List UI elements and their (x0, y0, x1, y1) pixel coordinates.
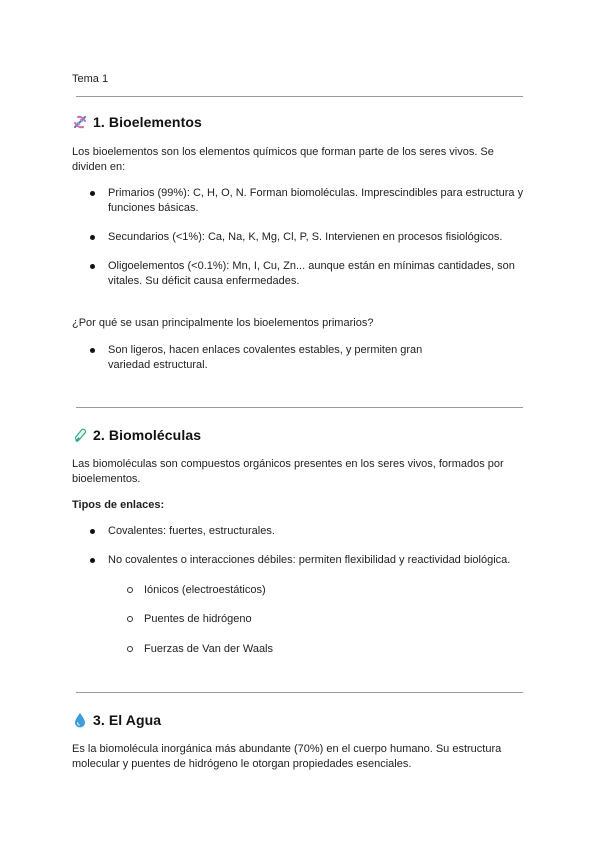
test-tube-icon (72, 427, 88, 443)
list-item: Secundarios (<1%): Ca, Na, K, Mg, Cl, P, S. Intervienen en procesos fisiológicos. (90, 230, 530, 245)
sub-list-item: Fuerzas de Van der Waals (127, 642, 507, 657)
document-header: Tema 1 (72, 73, 109, 85)
section-heading-text: 3. El Agua (93, 711, 162, 728)
bullet-dot (90, 348, 95, 353)
divider (76, 96, 523, 97)
section-intro: Es la biomolécula inorgánica más abundante (70%) en el cuerpo humano. Su estructura molecular y puentes de hidrógeno le otorgan propiedades esenciales. (72, 743, 502, 770)
droplet-icon (72, 712, 88, 728)
list-item: Covalentes: fuertes, estructurales. (90, 524, 530, 539)
section-heading-biomoleculas (72, 427, 201, 443)
subheading: Tipos de enlaces: (72, 499, 165, 511)
bullet-dot (90, 191, 95, 196)
sub-bullet-circle (127, 587, 133, 593)
dna-icon (72, 114, 88, 130)
section-heading-text: 2. Biomoléculas (93, 426, 202, 443)
bullet-dot (90, 264, 95, 269)
section-heading-bioelementos (72, 114, 202, 130)
section-heading-agua (72, 712, 161, 728)
list-item: No covalentes o interacciones débiles: permiten flexibilidad y reactividad biológica. (90, 553, 530, 568)
list-item: Primarios (99%): C, H, O, N. Forman biomoléculas. Imprescindibles para estructura y funciones básicas. (90, 186, 530, 216)
section-intro: Las biomoléculas son compuestos orgánicos presentes en los seres vivos, formados por bioelementos. (72, 458, 504, 485)
sub-bullet-circle (127, 646, 133, 652)
divider (76, 692, 523, 693)
sub-list-item: Iónicos (electroestáticos) (127, 583, 507, 598)
sub-list-item: Puentes de hidrógeno (127, 612, 507, 627)
list-item: Oligoelementos (<0.1%): Mn, I, Cu, Zn... aunque están en mínimas cantidades, son vitales. Su déficit causa enfermedades. (90, 259, 530, 289)
divider (76, 407, 523, 408)
section-heading-text: 1. Bioelementos (93, 113, 202, 130)
bullet-dot (90, 529, 95, 534)
sub-bullet-circle (127, 616, 133, 622)
bullet-dot (90, 558, 95, 563)
section-question: ¿Por qué se usan principalmente los bioelementos primarios? (72, 317, 374, 329)
section-intro: Los bioelementos son los elementos químicos que forman parte de los seres vivos. Se dividen en: (72, 146, 494, 173)
list-item: Son ligeros, hacen enlaces covalentes estables, y permiten gran variedad estructural. (90, 343, 460, 373)
bullet-dot (90, 235, 95, 240)
